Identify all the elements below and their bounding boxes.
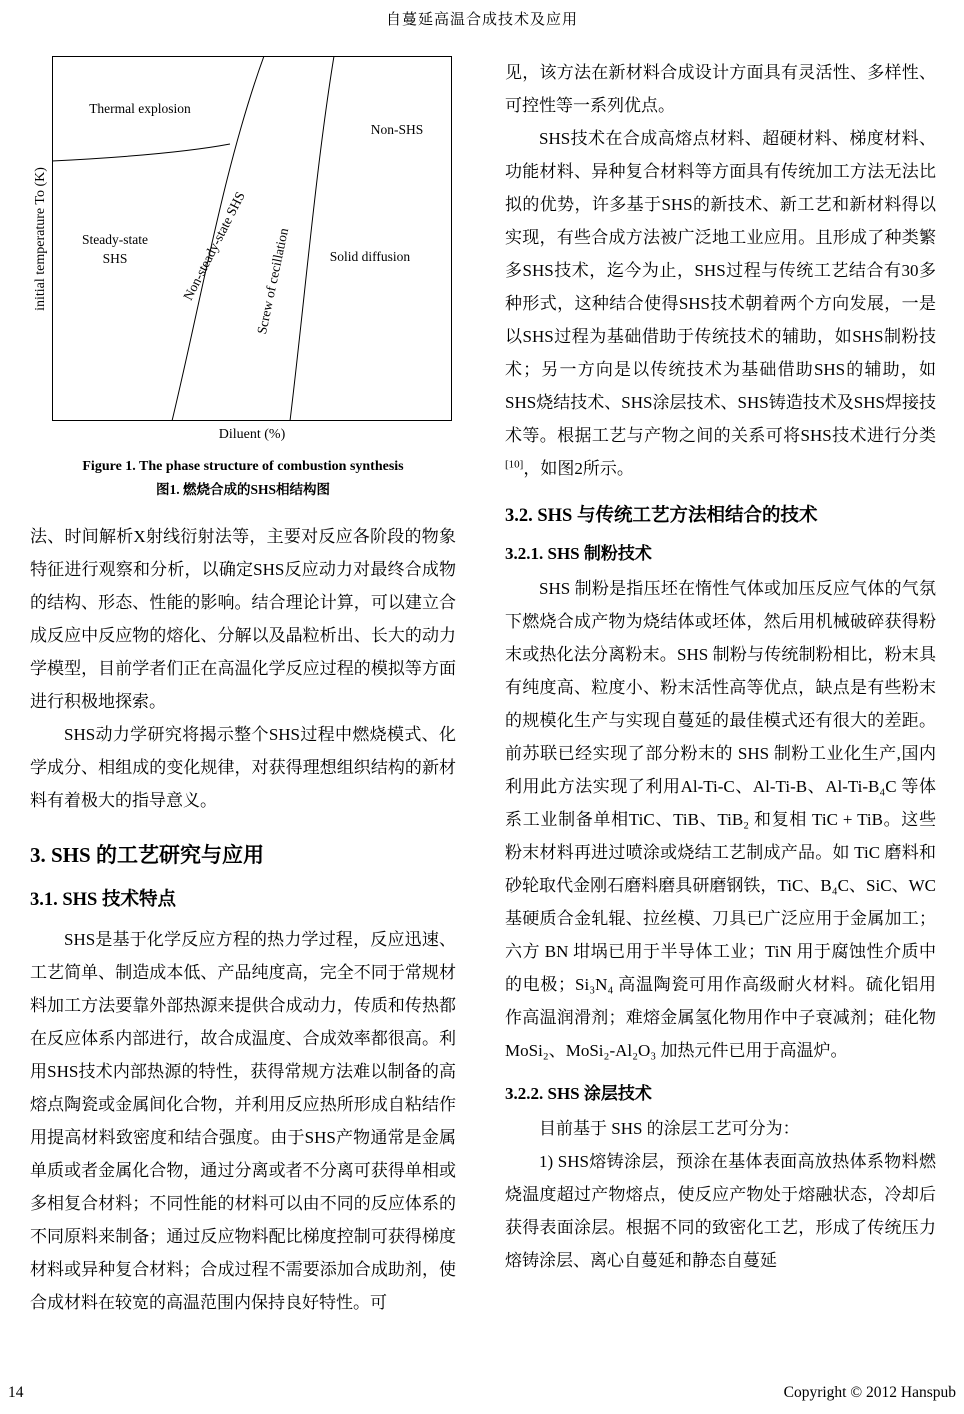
- paragraph: SHS 制粉是指压坯在惰性气体或加压反应气体的气氛下燃烧合成产物为烧结体或坯体，然后用机械破碎获得粉末或热化法分离粉末。SHS 制粉与传统制粉相比，粉末具有纯度高、粒度小、粉末活性高等优点，缺点是有些粉末的规模化生产与实现自蔓延的最佳模式还有很大的差距。前苏联已经实现了部分粉末的 SHS 制粉工业化生产,国内利用此方法实现了利用Al-Ti-C、Al-Ti-B、Al-Ti-B₄C 等体系工业制备单相TiC、TiB、TiB₂ 和复相 TiC + TiB。这些粉末材料再进过喷涂或烧结工艺制成产品。如 TiC 磨料和砂轮取代金刚石磨料磨具研磨钢铁，TiC、B₄C、SiC、WC基硬质合金轧辊、拉丝模、刀具已广泛应用于金属加工；六方 BN 坩埚已用于半导体工业；TiN 用于腐蚀性介质中的电极；Si₃N₄ 高温陶瓷可用作高级耐火材料。硫化铝用作高温润滑剂；难熔金属氢化物用作中子衰减剂；硅化物 MoSi₂、MoSi₂-Al₂O₃ 加热元件已用于高温炉。: [505, 579, 936, 1060]
- section-heading-3-1: 3.1. SHS 技术特点: [30, 890, 176, 910]
- phase-diagram: [52, 56, 452, 421]
- boundary-oscillation-diffusion: [290, 56, 334, 421]
- section-heading-3-2-1: 3.2.1. SHS 制粉技术: [505, 544, 652, 563]
- page-header-title: 自蔓延高温合成技术及应用: [385, 12, 578, 28]
- figure-1: [30, 56, 456, 498]
- region-label-non-steady-state: Non-steady-state SHS: [180, 189, 248, 303]
- paragraph: 目前基于 SHS 的涂层工艺可分为：: [539, 1119, 800, 1138]
- two-column-layout: [30, 56, 936, 1319]
- paragraph: SHS是基于化学反应方程的热力学过程，反应迅速、工艺简单、制造成本低、产品纯度高，完全不同于常规材料加工方法要靠外部热源来提供合成动力，传质和传热都在反应体系内部进行，故合成温度、合成效率都很高。利用SHS技术内部热源的特性，获得常规方法难以制备的高熔点陶瓷或金属间化合物，并利用反应热所形成自粘结作用提高材料致密度和结合强度。由于SHS产物通常是金属单质或者金属化合物，通过分离或者不分离可获得单相或多相复合材料；不同性能的材料可以由不同的反应体系的不同原料来制备；通过反应物料配比梯度控制可获得梯度材料或异种复合材料；合成过程不需要添加合成助剂，使合成材料在较宽的高温范围内保持良好特性。可: [30, 930, 456, 1312]
- figure-plot-row: [30, 56, 456, 421]
- paragraph-continuation: 法、时间解析X射线衍射法等，主要对反应各阶段的物象特征进行观察和分析，以确定SHS反应动力对最终合成物的结构、形态、性能的影响。结合理论计算，可以建立合成反应中反应物的熔化、分解以及晶粒析出、长大的动力学模型，目前学者们正在高温化学反应过程的模拟等方面进行积极地探索。: [30, 527, 456, 711]
- copyright-notice: Copyright © 2012 Hanspub: [783, 1384, 956, 1401]
- region-label-thermal-explosion: Thermal explosion: [89, 101, 191, 116]
- page-number: 14: [8, 1384, 24, 1401]
- paragraph: SHS动力学研究将揭示整个SHS过程中燃烧模式、化学成分、相组成的变化规律，对获得理想组织结构的新材料有着极大的指导意义。: [30, 725, 456, 810]
- region-label-solid-diffusion: Solid diffusion: [329, 249, 411, 264]
- figure-y-axis: [30, 56, 52, 421]
- left-column: [30, 56, 456, 1319]
- region-label-screw-of-cecillation: Screw of cecillation: [254, 226, 292, 336]
- paragraph-text: ，如图2所示。: [523, 459, 634, 478]
- citation-ref-10: [10]: [505, 458, 524, 471]
- paragraph-text: SHS技术在合成高熔点材料、超硬材料、梯度材料、功能材料、异种复合材料等方面具有传统加工方法无法比拟的优势，许多基于SHS的新技术、新工艺和新材料得以实现，有些合成方法被广泛地工业应用。且形成了种类繁多SHS技术，迄今为止，SHS过程与传统工艺结合有30多种形式，这种结合使得SHS技术朝着两个方向发展，一是以SHS过程为基础借助于传统技术的辅助，如SHS制粉技术；另一方向是以传统技术为基础借助SHS的辅助，如SHS烧结技术、SHS涂层技术、SHS铸造技术及SHS焊接技术等。根据工艺与产物之间的关系可将SHS技术进行分类: [505, 129, 936, 445]
- figure-x-axis-label: Diluent (%): [218, 427, 286, 442]
- region-label-steady-state-1: Steady-state: [82, 232, 148, 247]
- section-heading-3-2-2: 3.2.2. SHS 涂层技术: [505, 1084, 652, 1103]
- figure-y-axis-label: initial temperature To (K): [33, 166, 48, 311]
- region-label-non-shs: Non-SHS: [370, 122, 424, 137]
- section-heading-3: 3. SHS 的工艺研究与应用: [30, 843, 264, 867]
- page-footer: [8, 1384, 956, 1402]
- figure-caption-chinese: 图1. 燃烧合成的SHS相结构图: [155, 482, 331, 497]
- figure-caption-english: Figure 1. The phase structure of combustion synthesis: [82, 459, 404, 474]
- paragraph: 1) SHS熔铸涂层，预涂在基体表面高放热体系物料燃烧温度超过产物熔点，使反应产物处于熔融状态，冷却后获得表面涂层。根据不同的致密化工艺，形成了传统压力熔铸涂层、离心自蔓延和静态自蔓延: [505, 1152, 936, 1270]
- section-heading-3-2: 3.2. SHS 与传统工艺方法相结合的技术: [505, 506, 818, 526]
- region-label-steady-state-2: SHS: [102, 251, 128, 266]
- boundary-thermal-steady: [52, 144, 230, 161]
- paragraph-continuation: 见，该方法在新材料合成设计方面具有灵活性、多样性、可控性等一系列优点。: [505, 63, 936, 115]
- paragraph: [505, 122, 936, 485]
- right-column: [505, 56, 936, 1319]
